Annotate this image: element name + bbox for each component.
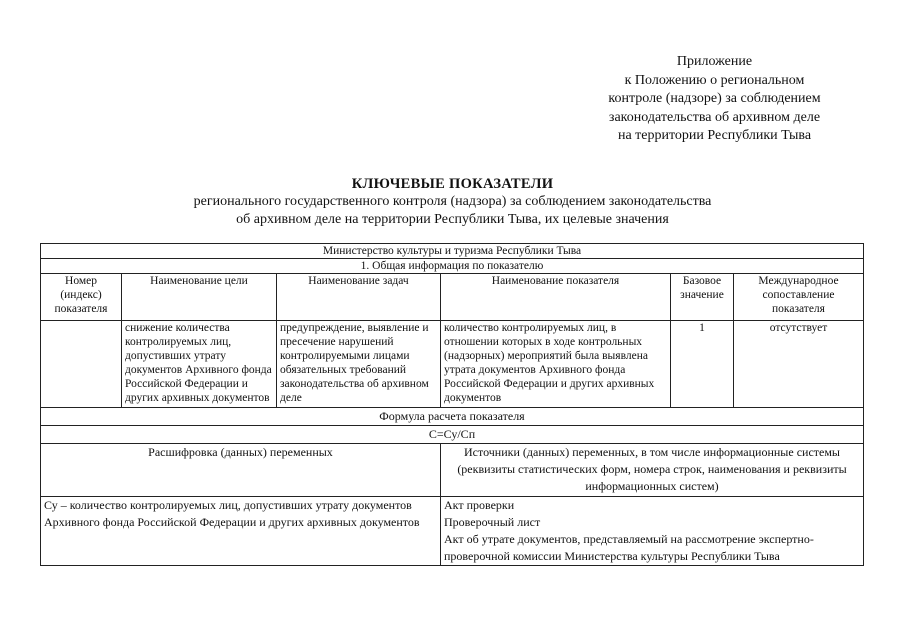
section-general-info: 1. Общая информация по показателю bbox=[41, 259, 864, 274]
appendix-line: законодательства об архивном деле bbox=[608, 109, 821, 125]
col-header-goal: Наименование цели bbox=[122, 274, 277, 321]
ministry-row: Министерство культуры и туризма Республики Тыва bbox=[41, 244, 864, 259]
appendix-line: контроле (надзоре) за соблюдением bbox=[608, 91, 821, 106]
appendix-line: Приложение bbox=[676, 54, 753, 69]
sources-list bbox=[441, 497, 864, 566]
col-header-intl: Международное сопоставление показателя bbox=[734, 274, 864, 321]
sources-header: Источники (данных) переменных, в том числе информационные системы (реквизиты статистических форм, номера строк, наименования и реквизиты информационных систем) bbox=[441, 444, 864, 497]
source-item: Акт об утрате документов, представляемый на рассмотрение экспертно-проверочной комиссии Министерства культуры Республики Тыва bbox=[444, 532, 814, 563]
cell-indicator: количество контролируемых лиц, в отношении которых в ходе контрольных (надзорных) мероприятий была выявлена утрата документов Архивного фонда Российской Федерации и других архивных документов bbox=[441, 321, 671, 408]
formula-title: Формула расчета показателя bbox=[41, 408, 864, 426]
cell-goal: снижение количества контролируемых лиц, допустивших утрату документов Архивного фонда Российской Федерации и других архивных документов bbox=[122, 321, 277, 408]
vars-header: Расшифровка (данных) переменных bbox=[41, 444, 441, 497]
appendix-note bbox=[597, 53, 832, 146]
indicators-table bbox=[40, 243, 864, 566]
cell-intl: отсутствует bbox=[734, 321, 864, 408]
table-row bbox=[41, 321, 864, 408]
appendix-line: к Положению о региональном bbox=[624, 72, 805, 88]
col-header-indicator: Наименование показателя bbox=[441, 274, 671, 321]
col-header-tasks: Наименование задач bbox=[277, 274, 441, 321]
var-su-description: Су – количество контролируемых лиц, допустивших утрату документов Архивного фонда Российской Федерации и других архивных документов bbox=[41, 497, 441, 566]
appendix-line: на территории Республики Тыва bbox=[617, 128, 812, 143]
formula: С=Су/Сп bbox=[41, 426, 864, 444]
document-heading bbox=[0, 175, 905, 229]
col-header-base: Базовое значение bbox=[671, 274, 734, 321]
document-subtitle-line: об архивном деле на территории Республики Тыва, их целевые значения bbox=[236, 212, 669, 227]
col-header-index: Номер (индекс) показателя bbox=[41, 274, 122, 321]
cell-tasks: предупреждение, выявление и пресечение нарушений контролируемыми лицами обязательных требований законодательства об архивном деле bbox=[277, 321, 441, 408]
source-item: Акт проверки bbox=[444, 498, 515, 512]
source-item: Проверочный лист bbox=[444, 515, 541, 529]
cell-index bbox=[41, 321, 122, 408]
document-subtitle-line: регионального государственного контроля (надзора) за соблюдением законодательства bbox=[193, 194, 712, 209]
cell-base: 1 bbox=[671, 321, 734, 408]
document-title: КЛЮЧЕВЫЕ ПОКАЗАТЕЛИ bbox=[351, 176, 554, 192]
